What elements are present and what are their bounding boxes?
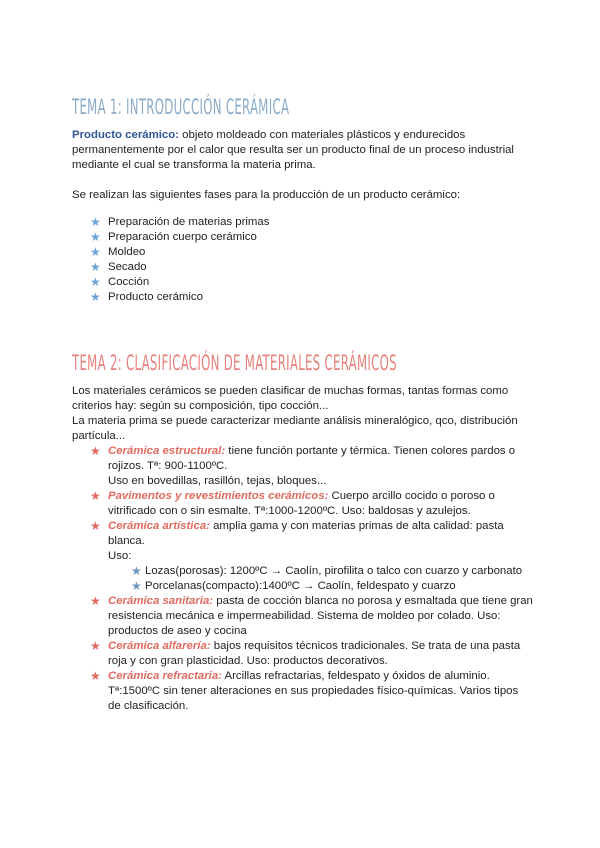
definition-text: objeto moldeado con materiales plásticos y endurecidos permanentemente por el calor que resulta ser un producto final de un proceso industrial mediante el cual se transforma la materia prima. [72,129,514,171]
list-item: ★ Preparación de materias primas [90,215,270,229]
paragraph: La materia prima se puede caracterizar mediante análisis mineralógico, qco, distribución partícula... [72,415,518,442]
list-item: ★ Producto cerámico [90,290,203,304]
star-icon: ★ [90,519,101,533]
star-icon: ★ [90,230,101,244]
tema2-section [72,384,534,714]
star-icon: ★ [90,275,101,289]
star-icon: ★ [90,215,101,229]
star-icon: ★ [90,639,101,653]
star-icon: ★ [90,669,101,683]
list-item: ★ Preparación cuerpo cerámico [90,230,257,244]
definition-paragraph [72,128,534,173]
sub-list [108,564,534,594]
list-item: ★ Cocción [90,275,150,289]
list-item: ★ Cerámica sanitaria: pasta de cocción blanca no porosa y esmaltada que tiene gran resistencia mecánica e impermeabilidad. Sistema de moldeo por colado. Uso: productos de aseo y cocina [90,594,533,637]
sub-list-item: ★ Lozas(porosas): 1200ºC → Caolín, pirofilita o talco con cuarzo y carbonato [131,564,523,578]
phases-list [72,215,534,305]
star-icon: ★ [90,444,101,458]
paragraph: Los materiales cerámicos se pueden clasificar de muchas formas, tantas formas como criterios hay: según su composición, tipo cocción... [72,385,509,412]
heading-tema-2: TEMA 2: CLASIFICACIÓN DE MATERIALES CERÁMICOS [72,351,397,376]
star-icon: ★ [131,564,142,578]
star-icon: ★ [90,290,101,304]
phases-intro: Se realizan las siguientes fases para la producción de un producto cerámico: [72,189,461,201]
list-item: ★ Cerámica artística: amplia gama y con materias primas de alta calidad: pasta blanca. Uso: ★ Lozas(porosas): 1200ºC → Caolín, pirofilita o talco con cuarzo y carbonato ★ Porcelanas(compacto):1400ºC → Caolín, feldespato y cuarzo [72,519,534,594]
tema1-section [72,128,534,305]
definition-term: Producto cerámico: [72,129,179,141]
heading-tema-1: TEMA 1: INTRODUCCIÓN CERÁMICA [72,95,290,120]
list-item: ★ Cerámica alfarería: bajos requisitos técnicos tradicionales. Se trata de una pasta roja y con gran plasticidad. Uso: productos decorativos. [90,639,521,667]
star-icon: ★ [90,260,101,274]
star-icon: ★ [131,579,142,593]
list-item: ★ Moldeo [90,245,146,259]
list-item: ★ Cerámica estructural: tiene función portante y térmica. Tienen colores pardos o rojizos. Tª: 900-1100ºC. Uso en bovedillas, rasillón, tejas, bloques... [90,444,516,487]
list-item: ★ Pavimentos y revestimientos cerámicos: Cuerpo arcillo cocido o poroso o vitrificado con o sin esmalte. Tª:1000-1200ºC. Uso: baldosas y azulejos. [90,489,495,517]
star-icon: ★ [90,594,101,608]
star-icon: ★ [90,489,101,503]
sub-list-item: ★ Porcelanas(compacto):1400ºC → Caolín, feldespato y cuarzo [131,579,456,593]
list-item: ★ Secado [90,260,147,274]
classification-list [72,444,534,714]
list-item: ★ Cerámica refractaria: Arcillas refractarias, feldespato y óxidos de aluminio. Tª:1500ºC sin tener alteraciones en sus propiedades físico-químicas. Varios tipos de clasificación. [90,669,519,712]
star-icon: ★ [90,245,101,259]
